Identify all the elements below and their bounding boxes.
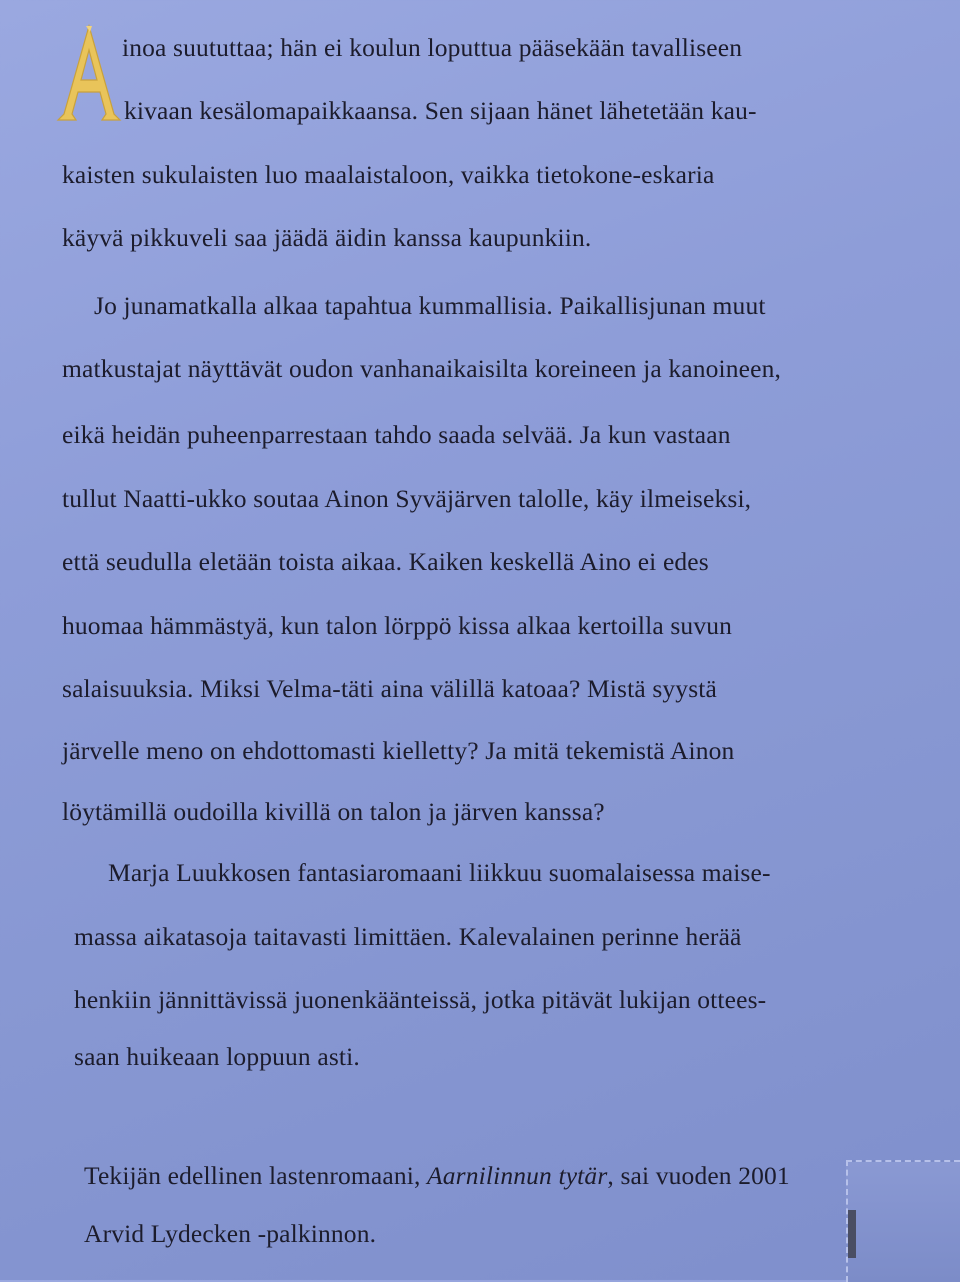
paragraph2-line-2: matkustajat näyttävät oudon vanhanaikaisilta koreineen ja kanoineen, (62, 354, 781, 383)
paragraph3-line-2: massa aikatasoja taitavasti limittäen. Kalevalainen perinne herää (74, 922, 742, 951)
paragraph2-line-3: eikä heidän puheenparrestaan tahdo saada selvää. Ja kun vastaan (62, 420, 731, 449)
paragraph1-line-3: kaisten sukulaisten luo maalaistaloon, vaikka tietokone-eskaria (62, 160, 715, 189)
dropcap-a-glyph (56, 22, 122, 126)
paragraph1-line-2: kivaan kesälomapaikkaansa. Sen sijaan hänet lähetetään kau- (124, 96, 757, 125)
paragraph3-line-3: henkiin jännittävissä juonenkäänteissä, jotka pitävät lukijan ottees- (74, 985, 767, 1014)
previous-novel-title: Aarnilinnun tytär (427, 1161, 608, 1190)
footnote-text-before: Tekijän edellinen lastenromaani, (84, 1161, 428, 1190)
paragraph2-line-5: että seudulla eletään toista aikaa. Kaiken keskellä Aino ei edes (62, 547, 709, 576)
paragraph3-line-4: saan huikeaan loppuun asti. (74, 1042, 360, 1071)
footnote-line-2: Arvid Lydecken -palkinnon. (84, 1219, 377, 1248)
paragraph1-line-4: käyvä pikkuveli saa jäädä äidin kanssa kaupunkiin. (62, 223, 592, 252)
dropcap-letter (56, 22, 122, 126)
paragraph2-line-7: salaisuuksia. Miksi Velma-täti aina välillä katoaa? Mistä syystä (62, 674, 717, 703)
paragraph2-line-6: huomaa hämmästyä, kun talon lörppö kissa alkaa kertoilla suvun (62, 611, 733, 640)
paragraph2-line-4: tullut Naatti-ukko soutaa Ainon Syväjärven talolle, käy ilmeiseksi, (62, 484, 752, 513)
footnote-text-after: , sai vuoden 2001 (607, 1161, 790, 1190)
paragraph2-line-1: Jo junamatkalla alkaa tapahtua kummallisia. Paikallisjunan muut (94, 291, 766, 320)
paragraph2-line-9: löytämillä oudoilla kivillä on talon ja järven kanssa? (62, 797, 605, 826)
paragraph3-line-1: Marja Luukkosen fantasiaromaani liikkuu suomalaisessa maise- (108, 858, 771, 887)
footnote-line-1 (84, 1161, 790, 1191)
paragraph1-line-1: inoa suututtaa; hän ei koulun loputtua pääsekään tavalliseen (122, 33, 743, 62)
paragraph2-line-8: järvelle meno on ehdottomasti kielletty? Ja mitä tekemistä Ainon (62, 736, 735, 765)
cover-notch (848, 1210, 856, 1258)
cover-page-edge (846, 1160, 960, 1282)
